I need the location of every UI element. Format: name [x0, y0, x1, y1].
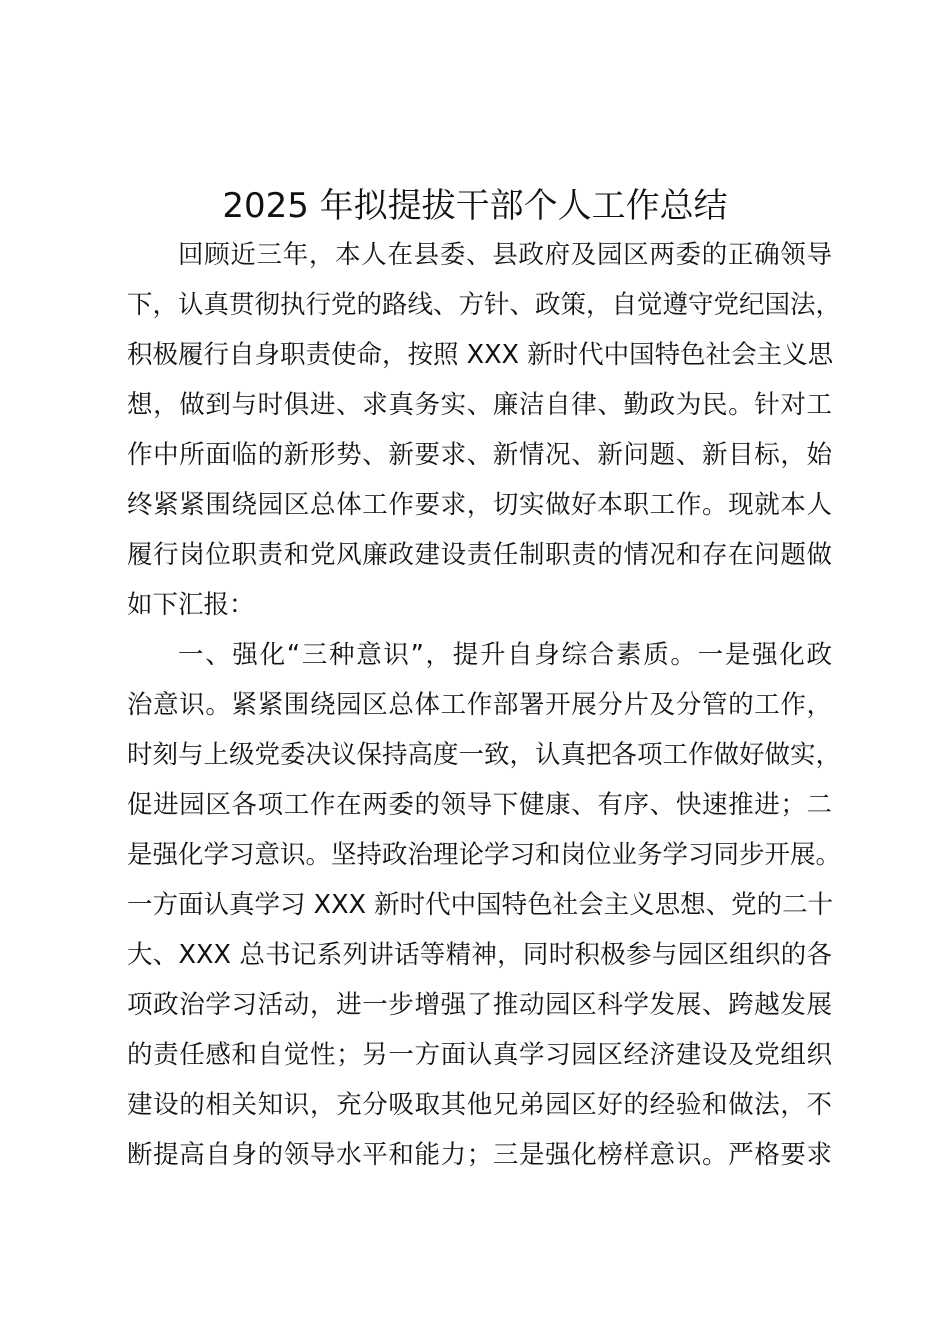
paragraph-line: 想，做到与时俱进、求真务实、廉洁自律、勤政为民。针对工 [127, 390, 832, 420]
paragraph-line: 大、XXX 总书记系列讲话等精神，同时积极参与园区组织的各 [127, 940, 832, 970]
paragraph-line: 促进园区各项工作在两委的领导下健康、有序、快速推进；二 [127, 790, 832, 820]
paragraph-line: 作中所面临的新形势、新要求、新情况、新问题、新目标，始 [127, 440, 832, 470]
paragraph-line: 是强化学习意识。坚持政治理论学习和岗位业务学习同步开展。 [127, 840, 842, 870]
paragraph-line: 终紧紧围绕园区总体工作要求，切实做好本职工作。现就本人 [127, 490, 832, 520]
document-body [127, 230, 842, 1180]
paragraph-line: 建设的相关知识，充分吸取其他兄弟园区好的经验和做法，不 [127, 1090, 832, 1120]
paragraph-line: 一、强化“三种意识”，提升自身综合素质。一是强化政 [178, 640, 832, 670]
paragraph-line: 的责任感和自觉性；另一方面认真学习园区经济建设及党组织 [127, 1040, 832, 1070]
paragraph-line: 时刻与上级党委决议保持高度一致，认真把各项工作做好做实， [127, 740, 842, 770]
paragraph-line: 如下汇报： [127, 590, 255, 620]
paragraph-line: 断提高自身的领导水平和能力；三是强化榜样意识。严格要求 [127, 1140, 832, 1170]
paragraph-line: 履行岗位职责和党风廉政建设责任制职责的情况和存在问题做 [127, 540, 832, 570]
paragraph-line: 项政治学习活动，进一步增强了推动园区科学发展、跨越发展 [127, 990, 832, 1020]
document-title: 2025 年拟提拔干部个人工作总结 [222, 186, 728, 226]
paragraph-line: 治意识。紧紧围绕园区总体工作部署开展分片及分管的工作， [127, 690, 832, 720]
paragraph-line: 一方面认真学习 XXX 新时代中国特色社会主义思想、党的二十 [127, 890, 834, 920]
paragraph-line: 回顾近三年，本人在县委、县政府及园区两委的正确领导 [178, 240, 832, 270]
paragraph-line: 积极履行自身职责使命，按照 XXX 新时代中国特色社会主义思 [127, 340, 834, 370]
paragraph-line: 下，认真贯彻执行党的路线、方针、政策，自觉遵守党纪国法， [127, 290, 842, 320]
